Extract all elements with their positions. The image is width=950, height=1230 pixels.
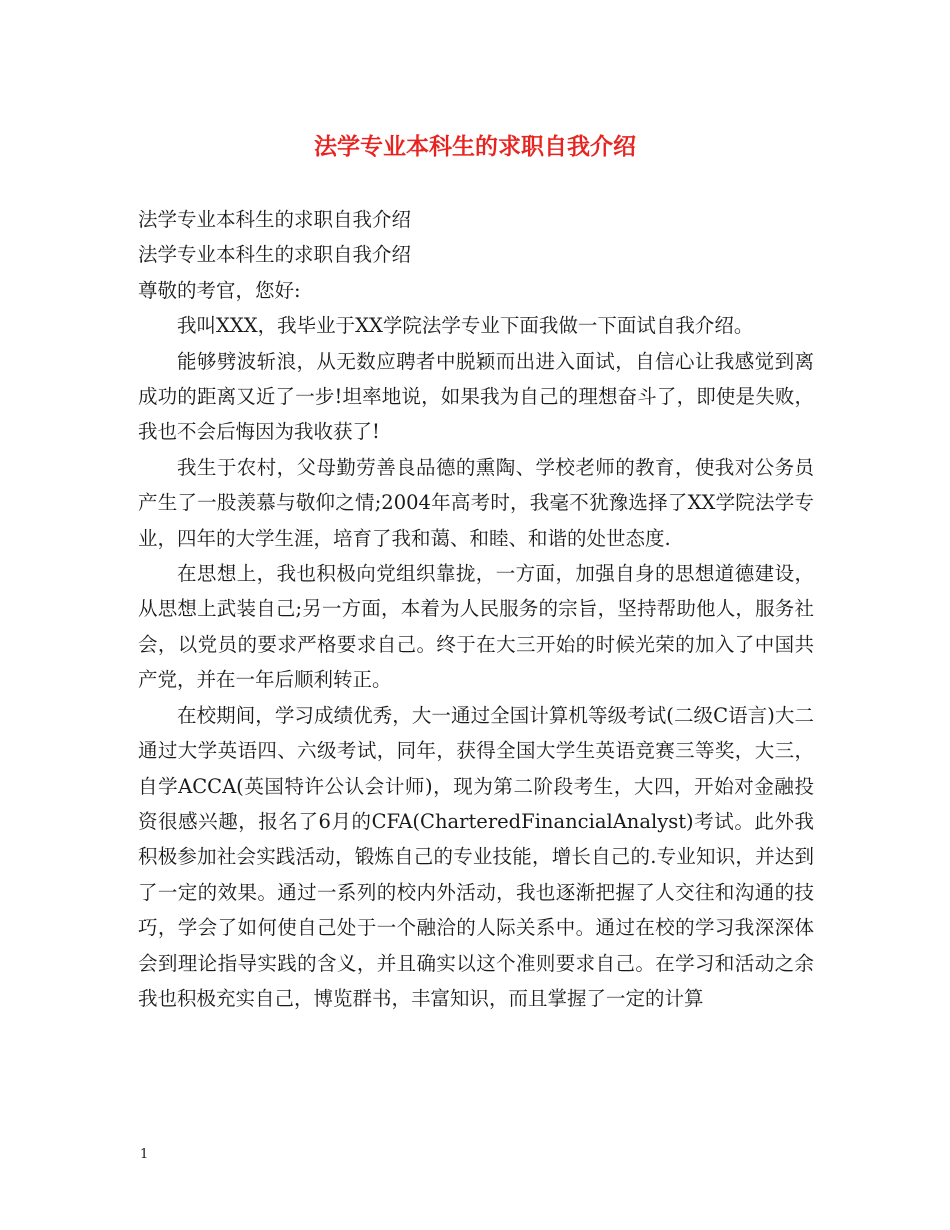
- paragraph-studies: 在校期间，学习成绩优秀，大一通过全国计算机等级考试(二级C语言)大二通过大学英语四、六级考试，同年，获得全国大学生英语竞赛三等奖，大三，自学ACCA(英国特许公认会计师)，现为第二阶段考生，大四，开始对金融投资很感兴趣，报名了6月的CFA(CharteredFinancialAnalyst)考试。此外我积极参加社会实践活动，锻炼自己的专业技能，增长自己的.专业知识，并达到了一定的效果。通过一系列的校内外活动，我也逐渐把握了人交往和沟通的技巧，学会了如何使自己处于一个融洽的人际关系中。通过在校的学习我深深体会到理论指导实践的含义，并且确实以这个准则要求自己。在学习和活动之余我也积极充实自己，博览群书，丰富知识，而且掌握了一定的计算: [138, 703, 814, 1010]
- paragraph-ideology: 在思想上，我也积极向党组织靠拢，一方面，加强自身的思想道德建设，从思想上武装自己;另一方面，本着为人民服务的宗旨，坚持帮助他人，服务社会，以党员的要求严格要求自己。终于在大三开始的时候光荣的加入了中国共产党，并在一年后顺利转正。: [138, 562, 814, 692]
- page-number: 1: [140, 1147, 149, 1162]
- paragraph-intro: 我叫XXX，我毕业于XX学院法学专业下面我做一下面试自我介绍。: [177, 314, 754, 338]
- document-title: 法学专业本科生的求职自我介绍: [314, 134, 636, 160]
- heading-line-2: 法学专业本科生的求职自我介绍: [138, 243, 412, 267]
- document-body: [138, 202, 814, 1016]
- salutation: 尊敬的考官，您好:: [138, 278, 301, 302]
- paragraph-confidence: 能够劈波斩浪，从无数应聘者中脱颖而出进入面试，自信心让我感觉到离成功的距离又近了一步!坦率地说，如果我为自己的理想奋斗了，即使是失败，我也不会后悔因为我收获了!: [138, 349, 814, 444]
- paragraph-background: 我生于农村，父母勤劳善良品德的熏陶、学校老师的教育，使我对公务员产生了一股羡慕与敬仰之情;2004年高考时，我毫不犹豫选择了XX学院法学专业，四年的大学生涯，培育了我和蔼、和睦、和谐的处世态度.: [138, 455, 814, 550]
- heading-line-1: 法学专业本科生的求职自我介绍: [138, 208, 412, 231]
